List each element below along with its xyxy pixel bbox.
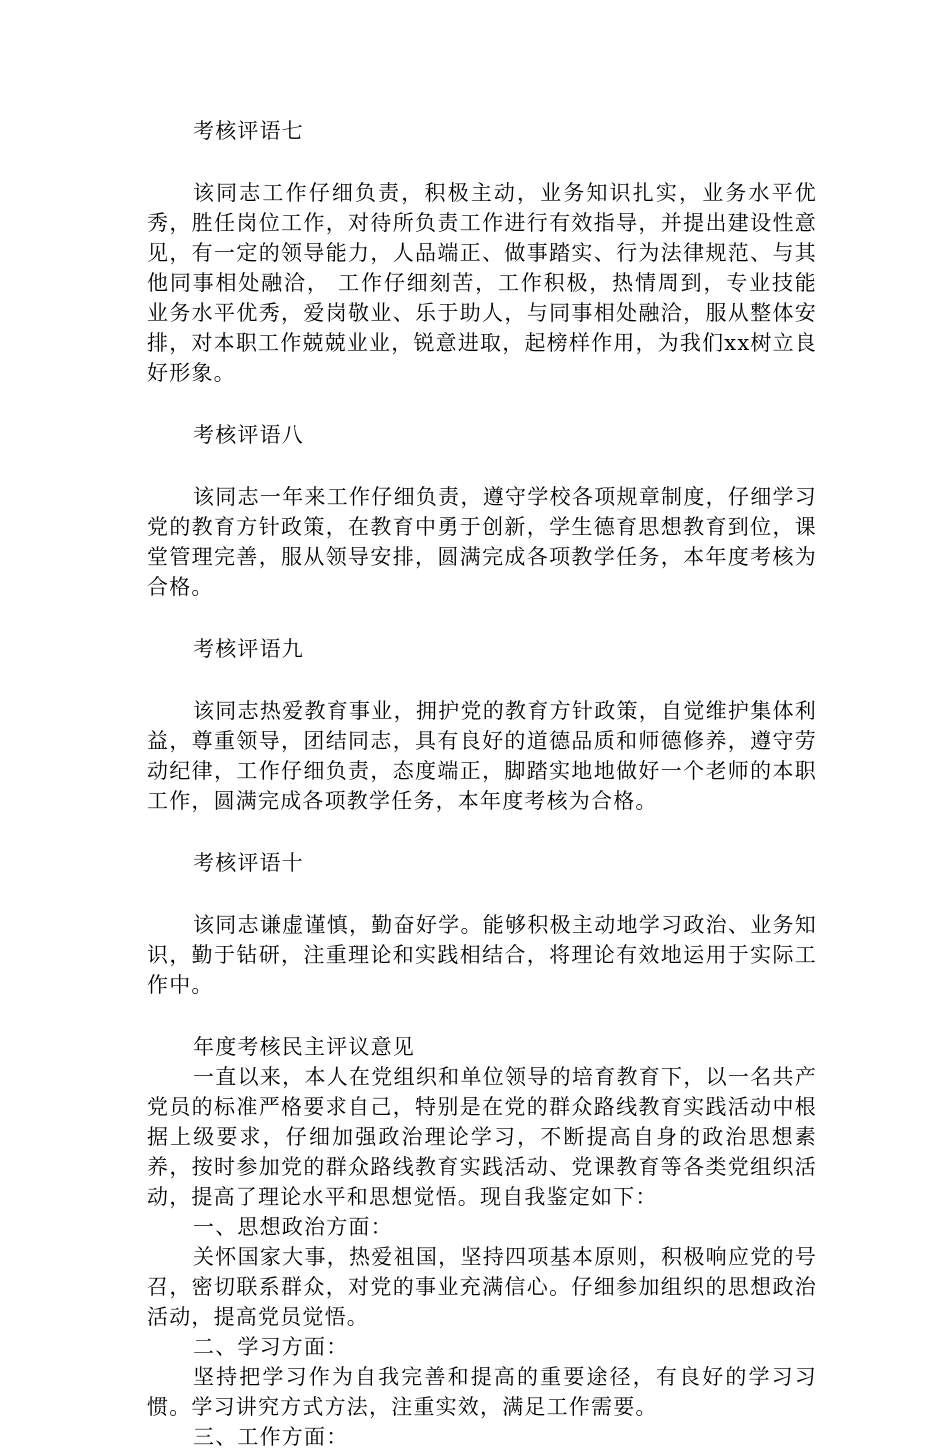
evaluation-opinion-block	[147, 1032, 817, 1452]
section-paragraph-7: 该同志工作仔细负责，积极主动，业务知识扎实，业务水平优秀，胜任岗位工作，对待所负责工作进行有效指导，并提出建设性意见，有一定的领导能力，人品端正、做事踏实、行为法律规范、与其他同事相处融洽， 工作仔细刻苦，工作积极，热情周到，专业技能业务水平优秀，爱岗敬业、乐于助人，与同事相处融洽，服从整体安排，对本职工作兢兢业业，锐意进取，起榜样作用，为我们xx树立良好形象。	[147, 181, 817, 385]
section-heading-8: 考核评语八	[193, 423, 304, 447]
subsection-text-study: 坚持把学习作为自我完善和提高的重要途径，有良好的学习习惯。学习讲究方式方法，注重实效，满足工作需要。	[147, 1365, 817, 1419]
section-paragraph-10: 该同志谦虚谨慎，勤奋好学。能够积极主动地学习政治、业务知识，勤于钻研，注重理论和实践相结合，将理论有效地运用于实际工作中。	[147, 913, 817, 997]
subsection-title-work: 三、工作方面：	[193, 1425, 349, 1449]
evaluation-opinion-heading: 年度考核民主评议意见	[193, 1035, 415, 1059]
section-heading-10: 考核评语十	[193, 851, 304, 875]
document-body	[147, 116, 817, 1452]
subsection-title-political: 一、思想政治方面：	[193, 1215, 393, 1239]
subsection-text-political: 关怀国家大事，热爱祖国，坚持四项基本原则，积极响应党的号召，密切联系群众，对党的事业充满信心。仔细参加组织的思想政治活动，提高党员觉悟。	[147, 1245, 817, 1329]
evaluation-opinion-intro: 一直以来，本人在党组织和单位领导的培育教育下，以一名共产党员的标准严格要求自己，特别是在党的群众路线教育实践活动中根据上级要求，仔细加强政治理论学习，不断提高自身的政治思想素养，按时参加党的群众路线教育实践活动、党课教育等各类党组织活动，提高了理论水平和思想觉悟。现自我鉴定如下：	[147, 1065, 817, 1209]
section-paragraph-9: 该同志热爱教育事业，拥护党的教育方针政策，自觉维护集体利益，尊重领导，团结同志，具有良好的道德品质和师德修养，遵守劳动纪律，工作仔细负责，态度端正，脚踏实地地做好一个老师的本职工作，圆满完成各项教学任务，本年度考核为合格。	[147, 699, 817, 813]
section-heading-7: 考核评语七	[193, 119, 304, 143]
subsection-title-study: 二、学习方面：	[193, 1335, 349, 1359]
section-heading-9: 考核评语九	[193, 637, 304, 661]
section-paragraph-8: 该同志一年来工作仔细负责，遵守学校各项规章制度，仔细学习党的教育方针政策，在教育中勇于创新，学生德育思想教育到位，课堂管理完善，服从领导安排，圆满完成各项教学任务，本年度考核为合格。	[147, 485, 817, 599]
